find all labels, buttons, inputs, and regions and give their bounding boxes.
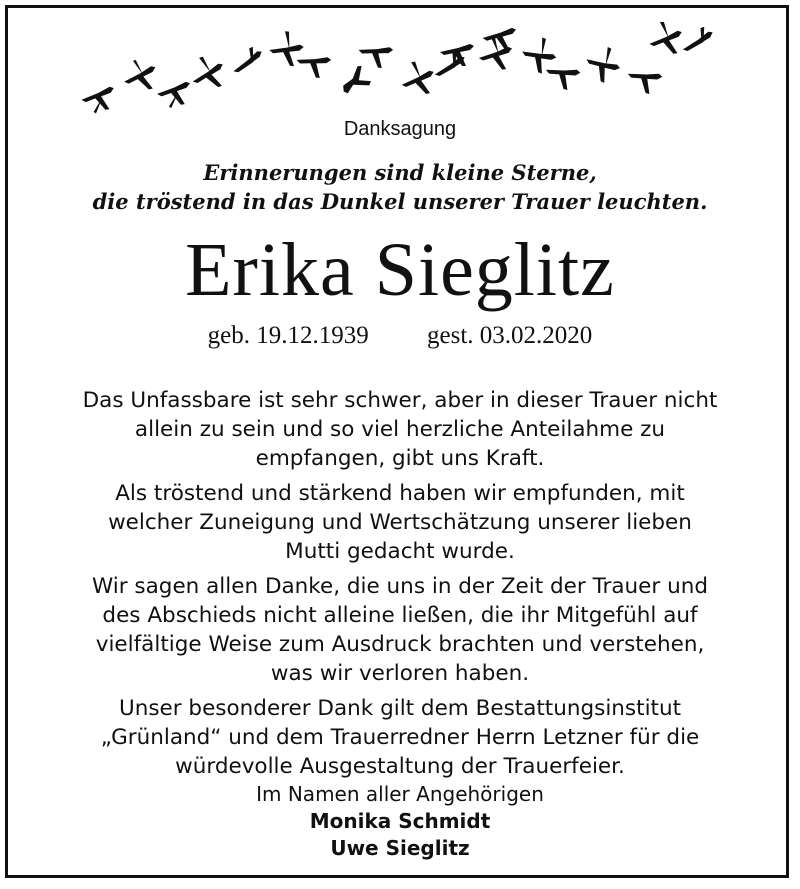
life-dates — [0, 322, 800, 350]
signature-intro: Im Namen aller Angehörigen — [256, 782, 544, 806]
text-line: Wir sagen allen Danke, die uns in der Zeit der Trauer und — [91, 574, 708, 599]
memorial-quote — [0, 158, 800, 216]
quote-line: Erinnerungen sind kleine Sterne, — [203, 160, 597, 185]
text-line: Unser besonderer Dank gilt dem Bestattungsinstitut — [118, 696, 682, 721]
paragraph — [0, 572, 800, 688]
crane-silhouette-icon — [80, 22, 716, 116]
paragraph — [0, 386, 800, 473]
signatory-name: Uwe Sieglitz — [330, 836, 470, 860]
text-line: Als tröstend und stärkend haben wir empfunden, mit — [115, 481, 685, 506]
text-line: würdevolle Ausgestaltung der Trauerfeier. — [175, 754, 625, 779]
paragraph — [0, 694, 800, 781]
deceased-name: Erika Sieglitz — [185, 228, 615, 312]
birth-date: geb. 19.12.1939 — [207, 322, 369, 349]
signature-block — [0, 781, 800, 862]
thanks-text — [0, 386, 800, 787]
text-line: Das Unfassbare ist sehr schwer, aber in dieser Trauer nicht — [82, 388, 718, 413]
text-line: Mutti gedacht wurde. — [285, 539, 515, 564]
paragraph — [0, 479, 800, 566]
death-date: gest. 03.02.2020 — [427, 322, 593, 349]
flying-cranes-icon — [70, 22, 730, 132]
text-line: „Grünland“ und dem Trauerredner Herrn Letzner für die — [100, 725, 700, 750]
heading-danksagung: Danksagung — [343, 118, 457, 140]
text-line: vielfältige Weise zum Ausdruck brachten und verstehen, — [95, 632, 705, 657]
signatory-name: Monika Schmidt — [309, 809, 491, 833]
quote-line: die tröstend in das Dunkel unserer Trauer leuchten. — [92, 189, 708, 214]
text-line: des Abschieds nicht alleine ließen, die ihr Mitgefühl auf — [102, 603, 698, 628]
text-line: empfangen, gibt uns Kraft. — [255, 446, 545, 471]
text-line: welcher Zuneigung und Wertschätzung unserer lieben — [108, 510, 692, 535]
text-line: allein zu sein und so viel herzliche Anteilahme zu — [134, 417, 666, 442]
text-line: was wir verloren haben. — [270, 661, 530, 686]
